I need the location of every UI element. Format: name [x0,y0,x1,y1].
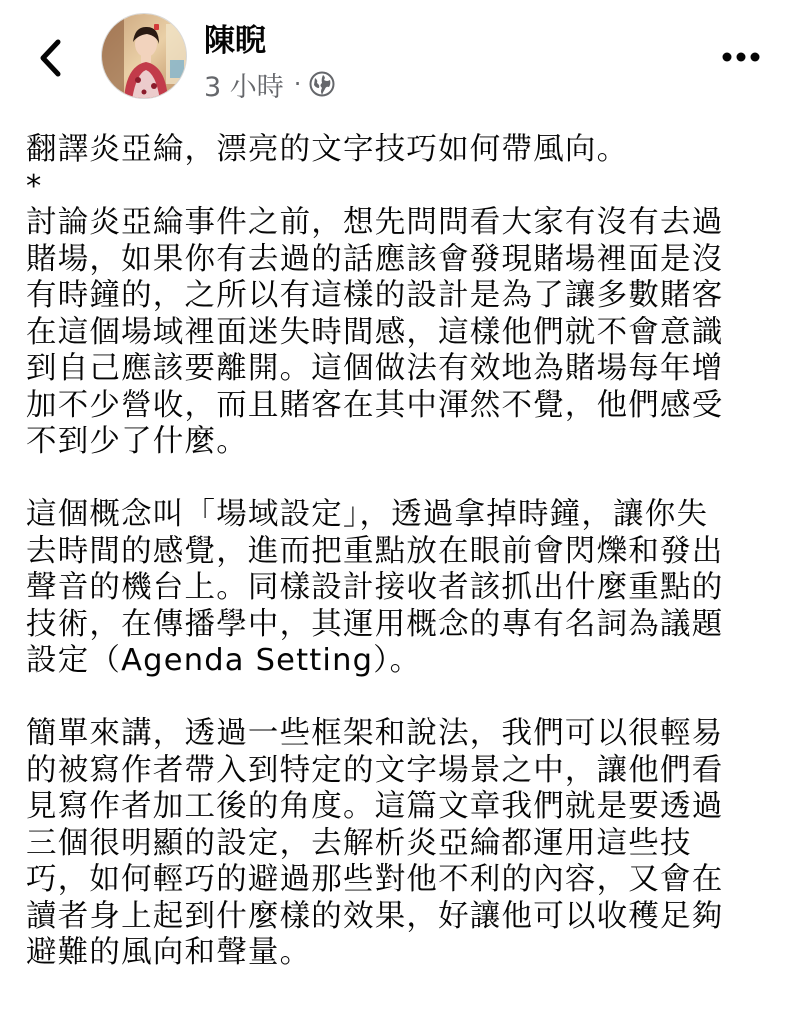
post-body [26,132,766,972]
meta-separator: · [293,70,302,98]
post-paragraph-1: 討論炎亞綸事件之前，想先問問看大家有沒有去過 賭場，如果你有去過的話應該會發現賭場裡面是沒 有時鐘的，之所以有這樣的設計是為了讓多數賭客 在這個場域裡面迷失時間感，這樣他們就不會意識 到自己應該要離開。這個做法有效地為賭場每年增 加不少營收，而且賭客在其中渾然不覺，他們感受 不到少了什麼。 [26,205,724,459]
author-name[interactable]: 陳睨 [204,23,266,59]
timestamp[interactable]: 3 小時 [204,71,284,103]
more-options-button[interactable] [716,40,766,74]
paragraph-spacer [26,461,766,498]
post-title-line: 翻譯炎亞綸，漂亮的文字技巧如何帶風向。 [26,132,629,167]
more-horizontal-icon [721,51,761,63]
paragraph-spacer [26,680,766,717]
avatar[interactable] [101,13,187,99]
globe-icon[interactable] [309,71,335,97]
avatar-image [102,14,187,99]
chevron-left-icon [37,38,63,78]
back-button[interactable] [30,36,70,80]
post-paragraph-3: 簡單來講，透過一些框架和說法，我們可以很輕易 的被寫作者帶入到特定的文字場景之中，讓他們看 見寫作者加工後的角度。這篇文章我們就是要透過 三個很明顯的設定，去解析炎亞綸都運用這些技 巧，如何輕巧的避過那些對他不利的內容，又會在 讀者身上起到什麼樣的效果，好讓他可以收穫足夠 避難的風向和聲量。 [26,716,724,970]
post-header [0,0,792,120]
post-meta [204,66,335,102]
post-asterisk: * [26,168,43,204]
post-paragraph-2: 這個概念叫「場域設定」，透過拿掉時鐘，讓你失 去時間的感覺，進而把重點放在眼前會閃爍和發出 聲音的機台上。同樣設計接收者該抓出什麼重點的 技術，在傳播學中，其運用概念的專有名詞為議題 設定（Agenda Setting）。 [26,497,724,678]
